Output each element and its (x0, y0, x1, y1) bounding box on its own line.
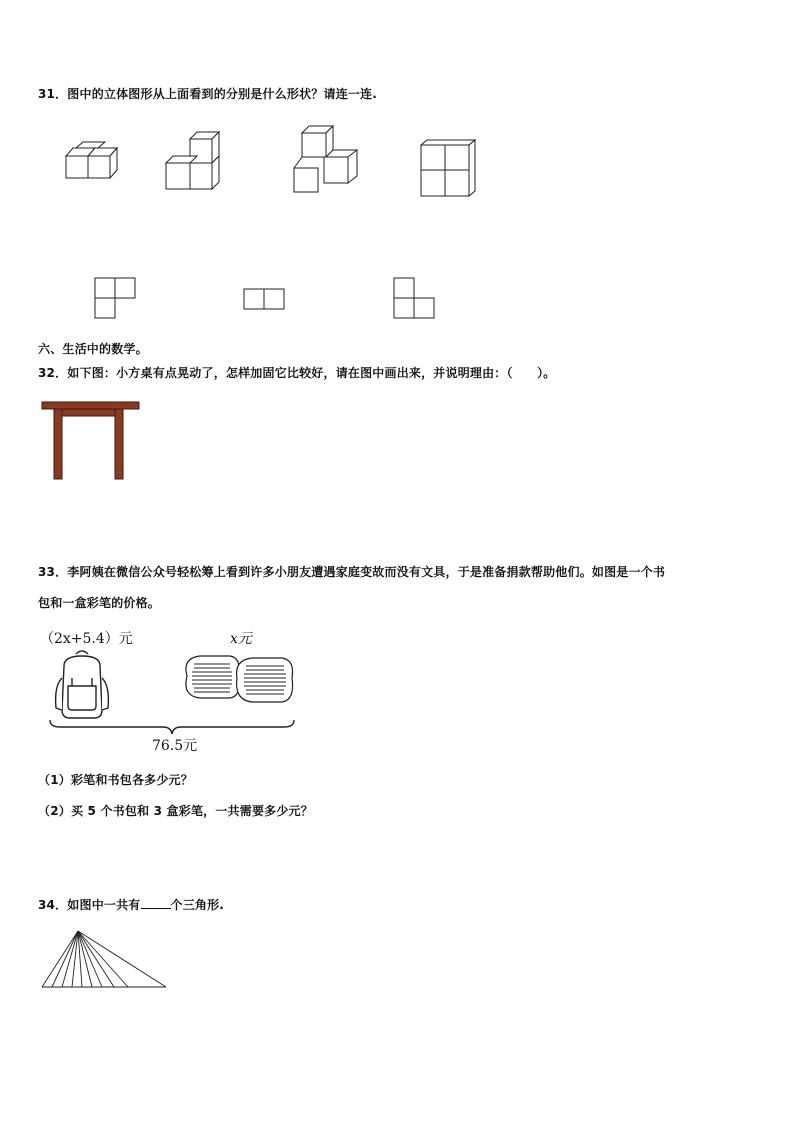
q32-question: 32．如下图：小方桌有点晃动了，怎样加固它比较好，请在图中画出来，并说明理由：（ ）。 (38, 366, 556, 380)
q33-question-line2: 包和一盒彩笔的价格。 (38, 596, 161, 610)
q31-question: 31．图中的立体图形从上面看到的分别是什么形状？请连一连. (38, 87, 378, 101)
backpack-illustration (50, 648, 115, 723)
q33-pen-price: x元 (230, 631, 252, 647)
q33-sub-question-1: （1）彩笔和书包各多少元？ (38, 773, 193, 787)
colored-pencils-illustration (182, 646, 297, 716)
q31-solid-4 (415, 135, 485, 205)
q34-triangle-figure (40, 928, 170, 990)
q31-solid-2 (160, 128, 230, 198)
q34-question (38, 896, 224, 913)
q34-text-after: 个三角形. (170, 898, 225, 912)
q31-view-a (93, 276, 138, 321)
q31-view-b (242, 287, 287, 312)
q31-solid-3 (288, 120, 368, 200)
q32-table-drawing (40, 396, 150, 486)
q33-sub-question-2: （2）买 5 个书包和 3 盒彩笔，一共需要多少元？ (38, 804, 313, 818)
q31-view-c (392, 276, 437, 321)
q33-total-price: 76.5元 (152, 738, 198, 754)
section-title: 六、生活中的数学。 (38, 342, 148, 356)
q34-answer-blank[interactable] (141, 898, 171, 909)
q33-bag-price: （2x+5.4）元 (40, 631, 133, 647)
q33-question-line1: 33．李阿姨在微信公众号轻松筹上看到许多小朋友遭遇家庭变故而没有文具，于是准备捐款帮助他们。如图是一个书 (38, 565, 666, 579)
q34-text-before: 34．如图中一共有 (38, 898, 141, 912)
q31-solid-1 (60, 140, 130, 210)
